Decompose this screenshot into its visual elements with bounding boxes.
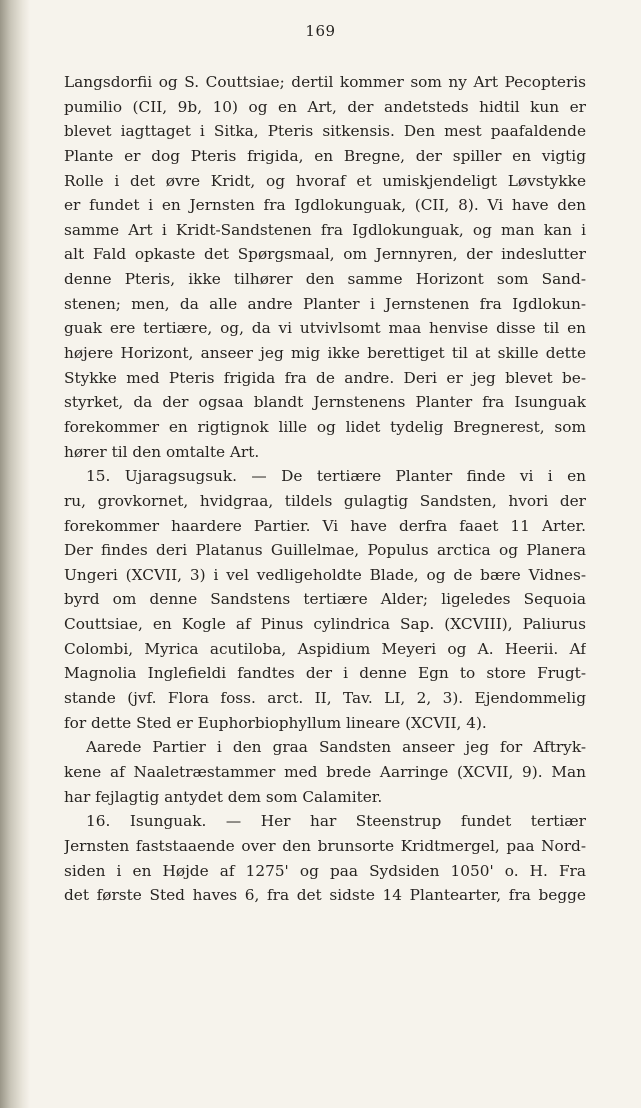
text-line: Jernsten faststaaende over den brunsorte Kridtmergel, paa Nord-	[64, 836, 586, 855]
text-line: guak ere tertiære, og, da vi utvivlsomt maa henvise disse til en	[64, 319, 586, 338]
text-line: siden i en Højde af 1275' og paa Sydsiden 1050' o. H. Fra	[64, 861, 586, 880]
text-line: 15. Ujaragsugsuk. — De tertiære Planter finde vi i en	[86, 467, 586, 486]
page-number: 169	[305, 22, 336, 40]
text-line: Langsdorfii og S. Couttsiae; dertil kommer som ny Art Pecopteris	[64, 73, 586, 91]
text-line: har fejlagtig antydet dem som Calamiter.	[64, 787, 383, 806]
text-line: forekommer en rigtignok lille og lidet tydelig Bregnerest, som	[64, 417, 586, 436]
text-line: højere Horizont, anseer jeg mig ikke berettiget til at skille dette	[64, 344, 586, 363]
text-line: det første Sted haves 6, fra det sidste 14 Plantearter, fra begge	[64, 886, 586, 905]
text-line: Plante er dog Pteris frigida, en Bregne, der spiller en vigtig	[64, 146, 586, 165]
text-line: denne Pteris, ikke tilhører den samme Horizont som Sand-	[64, 270, 586, 289]
text-line: Couttsiae, en Kogle af Pinus cylindrica Sap. (XCVIII), Paliurus	[64, 615, 586, 634]
text-line: Rolle i det øvre Kridt, og hvoraf et umiskjendeligt Løvstykke	[64, 171, 586, 190]
text-line: for dette Sted er Euphorbiophyllum lineare (XCVII, 4).	[64, 713, 487, 732]
text-line: alt Fald opkaste det Spørgsmaal, om Jernnyren, der indeslutter	[64, 245, 586, 264]
text-line: 16. Isunguak. — Her har Steenstrup fundet tertiær	[86, 812, 586, 831]
text-line: stande (jvf. Flora foss. arct. II, Tav. LI, 2, 3). Ejendommelig	[64, 689, 586, 708]
text-line: forekommer haardere Partier. Vi have derfra faaet 11 Arter.	[64, 516, 586, 535]
text-line: byrd om denne Sandstens tertiære Alder; ligeledes Sequoia	[64, 590, 586, 609]
text-line: ru, grovkornet, hvidgraa, tildels gulagtig Sandsten, hvori der	[64, 491, 586, 510]
body-text	[64, 70, 586, 908]
text-line: stenen; men, da alle andre Planter i Jernstenen fra Igdlokun-	[64, 294, 586, 313]
text-line: hører til den omtalte Art.	[64, 442, 260, 461]
text-line: samme Art i Kridt-Sandstenen fra Igdlokunguak, og man kan i	[64, 220, 586, 239]
text-line: Aarede Partier i den graa Sandsten anseer jeg for Aftryk-	[86, 738, 586, 757]
text-line: Magnolia Inglefieldi fandtes der i denne Egn to store Frugt-	[64, 664, 586, 683]
text-line: blevet iagttaget i Sitka, Pteris sitkensis. Den mest paafaldende	[64, 122, 586, 141]
text-line: styrket, da der ogsaa blandt Jernstenens Planter fra Isunguak	[64, 393, 586, 412]
text-line: kene af Naaletræstammer med brede Aarringe (XCVII, 9). Man	[64, 762, 586, 781]
text-line: Der findes deri Platanus Guillelmae, Populus arctica og Planera	[64, 541, 586, 560]
text-line: Stykke med Pteris frigida fra de andre. Deri er jeg blevet be-	[64, 368, 586, 387]
binding-shadow	[0, 0, 30, 1108]
text-line: er fundet i en Jernsten fra Igdlokunguak, (CII, 8). Vi have den	[64, 196, 586, 215]
text-line: Colombi, Myrica acutiloba, Aspidium Meyeri og A. Heerii. Af	[64, 639, 586, 658]
text-line: Ungeri (XCVII, 3) i vel vedligeholdte Blade, og de bære Vidnes-	[64, 565, 586, 584]
text-line: pumilio (CII, 9b, 10) og en Art, der andetsteds hidtil kun er	[64, 97, 586, 116]
